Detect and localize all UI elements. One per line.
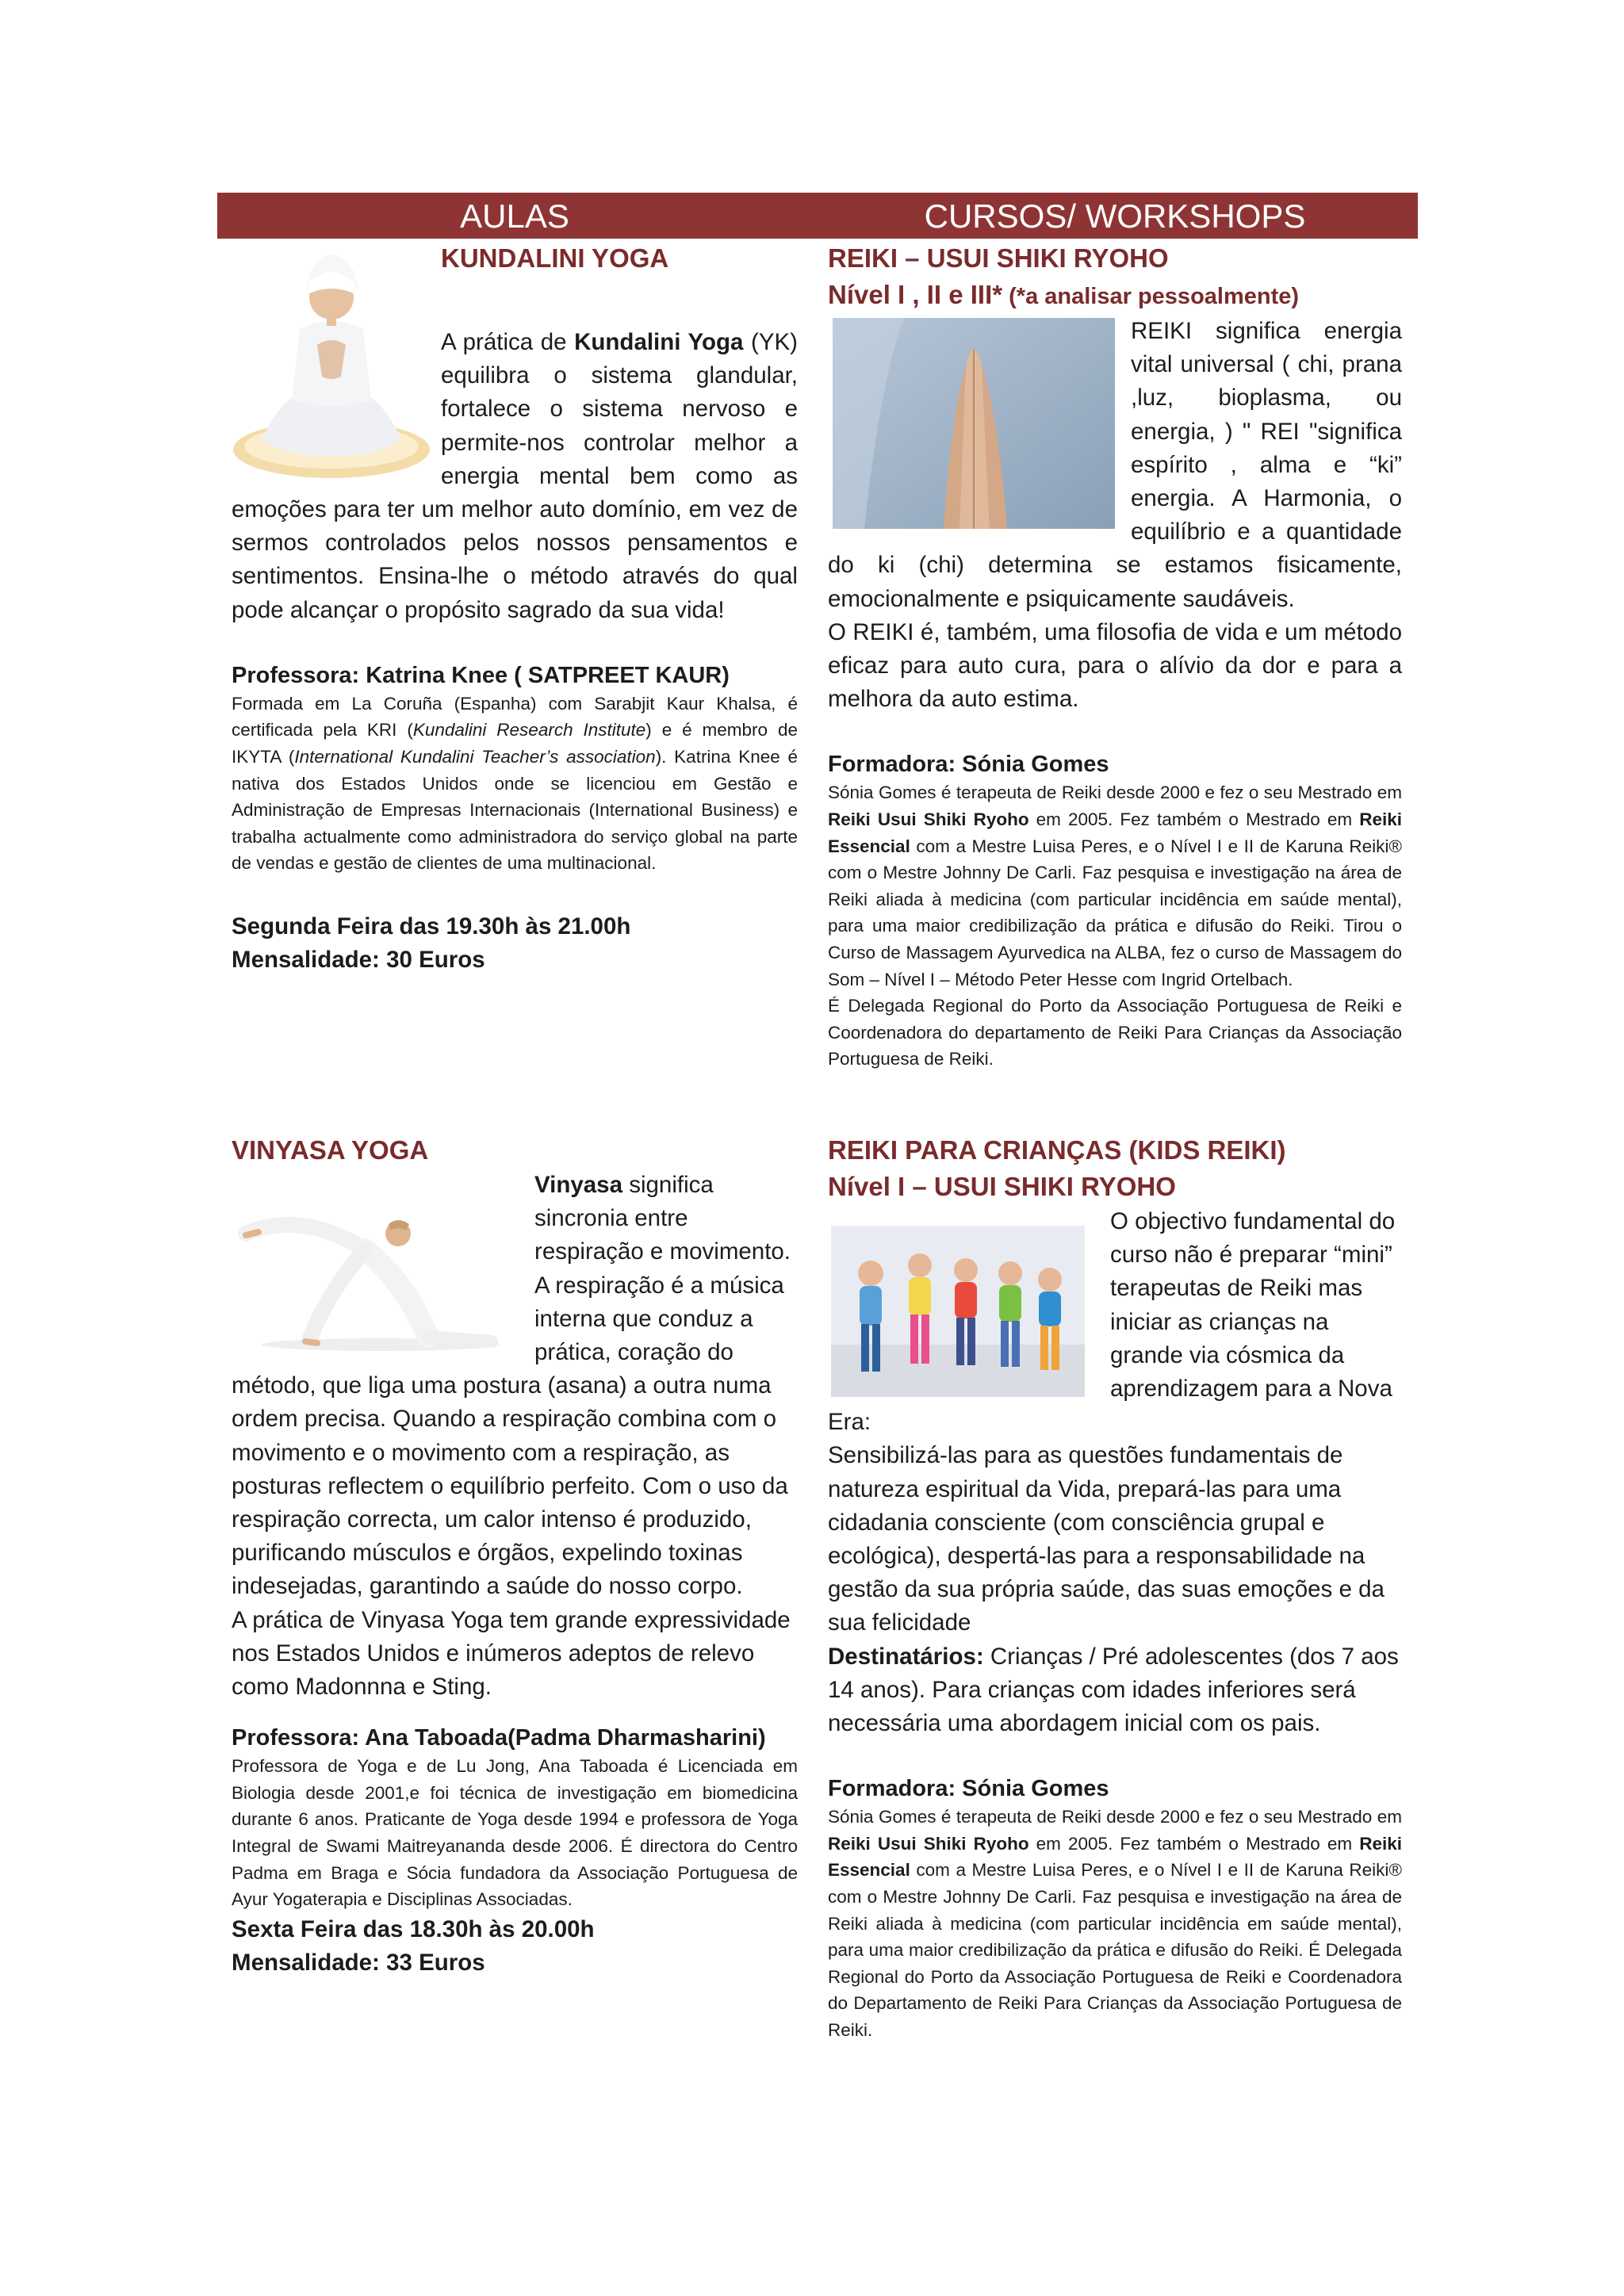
kundalini-schedule: Segunda Feira das 19.30h às 21.00h xyxy=(232,913,631,939)
kids-reiki-trainer-bio: Sónia Gomes é terapeuta de Reiki desde 2000 e fez o seu Mestrado em Reiki Usui Shiki Ryoho em 2005. Fez também o Mestrado em Reiki Essencial com a Mestre Luisa Peres, e o Nível I e II de Karuna Reiki® com o Mestre Johnny De Carli. Faz pesquisa e investigação na área de Reiki aliada à medicina (com particular incidência em saúde mental), para uma maior credibilização da prática e difusão do Reiki. É Delegada Regional do Porto da Associação Portuguesa de Reiki e Coordenadora do Departamento de Reiki Para Crianças da Associação Portuguesa de Reiki. xyxy=(828,1807,1402,2040)
header-aulas: AULAS xyxy=(460,197,569,235)
reiki-trainer-bio: Sónia Gomes é terapeuta de Reiki desde 2000 e fez o seu Mestrado em Reiki Usui Shiki Ryoho em 2005. Fez também o Mestrado em Reiki Essencial com a Mestre Luisa Peres, e o Nível I e II de Karuna Reiki® com o Mestre Johnny De Carli. Faz pesquisa e investigação na área de Reiki aliada à medicina (com particular incidência em saúde mental), para uma maior credibilização da prática e difusão do Reiki. Tirou o Curso de Massagem Ayurvedica na ALBA, fez o curso de Massagem do Som – Nível I – Método Peter Hesse com Ingrid Ortelbach. xyxy=(828,783,1402,989)
kids-reiki-trainer-heading: Formadora: Sónia Gomes xyxy=(828,1776,1109,1802)
vinyasa-intro-2: A prática de Vinyasa Yoga tem grande expressividade nos Estados Unidos e inúmeros adeptos de relevo como Madonnna e Sting. xyxy=(232,1606,791,1701)
praying-hands-image xyxy=(833,318,1115,529)
vinyasa-section xyxy=(232,1132,798,1980)
vinyasa-fee: Mensalidade: 33 Euros xyxy=(232,1950,485,1976)
reiki-levels: Nível I , II e III* (*a analisar pessoalmente) xyxy=(828,280,1300,309)
vinyasa-intro: Vinyasa significa sincronia entre respiração e movimento. A respiração é a música interna que conduz a prática, coração do método, que liga uma postura (asana) a outra numa ordem precisa. Quando a respiração combina com o movimento e o movimento com a respiração, as posturas reflectem o equilíbrio perfeito. Com o uso da respiração correcta, um calor intenso é produzido, purificando músculos e órgãos, expelindo toxinas indesejadas, garantindo a saúde do nosso corpo. xyxy=(232,1172,791,1600)
kids-reiki-audience: Destinatários: Crianças / Pré adolescentes (dos 7 aos 14 anos). Para crianças com idades inferiores será necessária uma abordagem inicial com os pais. xyxy=(828,1643,1399,1737)
children-circle-image xyxy=(831,1226,1085,1397)
reiki-philosophy: O REIKI é, também, uma filosofia de vida e um método eficaz para auto cura, para o alívio da dor e para a melhora da auto estima. xyxy=(828,618,1402,713)
kids-reiki-objective: O objectivo fundamental do curso não é preparar “mini” terapeutas de Reiki mas iniciar as crianças na grande via cósmica da aprendizagem para a Nova Era: xyxy=(828,1208,1396,1436)
header-cursos-workshops: CURSOS/ WORKSHOPS xyxy=(924,197,1306,235)
kundalini-title: KUNDALINI YOGA xyxy=(441,243,669,273)
vinyasa-schedule: Sexta Feira das 18.30h às 20.00h xyxy=(232,1915,595,1942)
yoga-pose-image xyxy=(230,1186,523,1360)
reiki-meaning: REIKI significa energia vital universal ( chi, prana ,luz, bioplasma, ou energia, ) " REI "significa espírito , alma e “ki” energia. A Harmonia, o equilíbrio e a quantidade do ki (chi) determina se estamos fisicamente, emocionalmente e psiquicamente saudáveis. xyxy=(828,318,1402,612)
kundalini-teacher-heading: Professora: Katrina Knee ( SATPREET KAUR) xyxy=(232,662,730,688)
kids-reiki-bullet: Sensibilizá-las para as questões fundamentais de natureza espiritual da Vida, prepará-las para uma cidadania consciente (com consciência grupal e ecológica), despertá-las para a responsabilidade na gestão da sua própria saúde, das suas emoções e da sua felicidade xyxy=(828,1442,1385,1636)
kundalini-fee: Mensalidade: 30 Euros xyxy=(232,947,485,974)
kundalini-intro: A prática de Kundalini Yoga (YK) equilibra o sistema glandular, fortalece o sistema nervoso e permite-nos controlar melhor a energia mental bem como as emoções para ter um melhor auto domínio, em vez de sermos controlados pelos nossos pensamentos e sentimentos. Ensina-lhe o método através do qual pode alcançar o propósito sagrado da sua vida! xyxy=(232,329,798,623)
reiki-trainer-heading: Formadora: Sónia Gomes xyxy=(828,752,1109,778)
vinyasa-teacher-heading: Professora: Ana Taboada(Padma Dharmasharini) xyxy=(232,1725,766,1751)
kundalini-teacher-bio: Formada em La Coruña (Espanha) com Sarabjit Kaur Khalsa, é certificada pela KRI (Kundalini Research Institute) e é membro de IKYTA (International Kundalini Teacher’s association). Katrina Knee é nativa dos Estados Unidos onde se licenciou em Gestão e Administração de Empresas Internacionais (International Business) e trabalha actualmente como administradora do serviço global na parte de vendas e gestão de clientes de uma multinacional. xyxy=(232,693,798,874)
kids-reiki-section xyxy=(828,1132,1402,2044)
kundalini-section xyxy=(232,240,798,978)
vinyasa-teacher-bio: Professora de Yoga e de Lu Jong, Ana Taboada é Licenciada em Biologia desde 2001,e foi técnica de investigação em biomedicina durante 6 anos. Praticante de Yoga desde 1994 e professora de Yoga Integral de Swami Maitreyananda desde 2006. É directora do Centro Padma em Braga e Sócia fundadora da Associação Portuguesa de Ayur Yogaterapia e Disciplinas Associadas. xyxy=(232,1756,798,1910)
reiki-title: REIKI – USUI SHIKI RYOHO xyxy=(828,243,1169,273)
meditating-woman-image xyxy=(230,242,430,488)
reiki-trainer-bio-2: É Delegada Regional do Porto da Associação Portuguesa de Reiki e Coordenadora do departamento de Reiki Para Crianças da Associação Portuguesa de Reiki. xyxy=(828,996,1402,1070)
section-header-bar xyxy=(217,193,1418,239)
kids-reiki-level: Nível I – USUI SHIKI RYOHO xyxy=(828,1172,1176,1201)
reiki-section xyxy=(828,240,1402,1073)
vinyasa-title: VINYASA YOGA xyxy=(232,1135,429,1165)
kids-reiki-title: REIKI PARA CRIANÇAS (KIDS REIKI) xyxy=(828,1135,1286,1165)
